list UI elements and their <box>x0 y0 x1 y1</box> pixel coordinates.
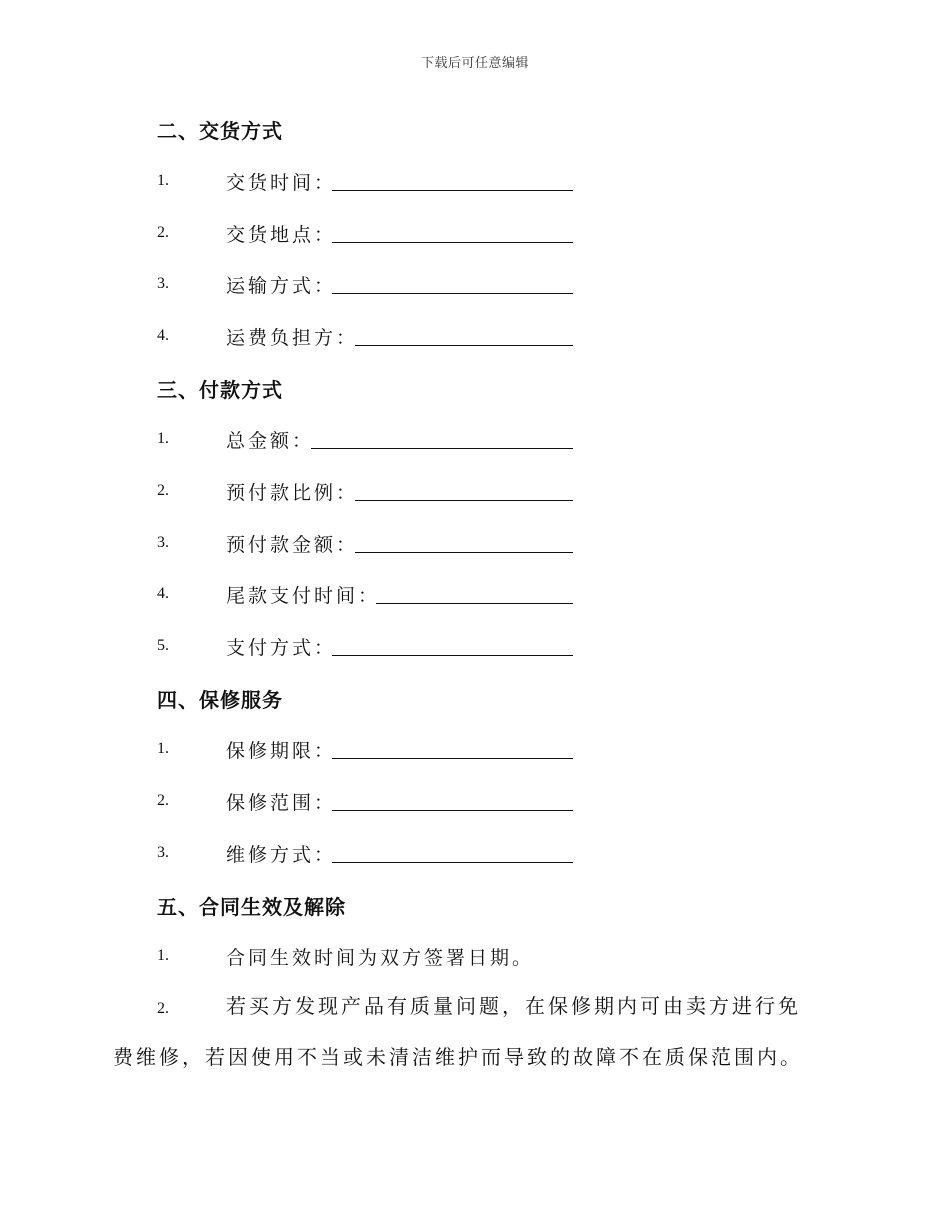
fill-blank-line[interactable] <box>332 655 573 656</box>
item-label: 运输方式： <box>226 275 337 297</box>
item-label: 保修期限： <box>226 740 337 762</box>
section-title-contract: 五、合同生效及解除 <box>157 895 346 919</box>
item-label: 总金额： <box>226 430 315 452</box>
item-label: 运费负担方： <box>226 327 359 349</box>
form-item <box>157 478 573 508</box>
item-number: 4. <box>157 327 169 344</box>
form-item <box>157 323 573 353</box>
form-item <box>157 736 573 766</box>
item-label: 维修方式： <box>226 844 337 866</box>
fill-blank-line[interactable] <box>311 448 573 449</box>
item-number: 3. <box>157 844 169 861</box>
item-label: 预付款比例： <box>226 482 359 504</box>
form-item <box>157 840 573 870</box>
paragraph-text: 若买方发现产品有质量问题，在保修期内可由卖方进行免费维修，若因使用不当或未清洁维护而导致的故障不在质保范围内。 <box>113 994 803 1069</box>
fill-blank-line[interactable] <box>355 500 573 501</box>
fill-blank-line[interactable] <box>332 293 573 294</box>
form-item <box>157 788 573 818</box>
item-number: 1. <box>157 430 169 447</box>
item-text: 合同生效时间为双方签署日期。 <box>226 947 535 969</box>
section-title-payment: 三、付款方式 <box>157 378 283 402</box>
page-header: 下载后可任意编辑 <box>420 56 529 71</box>
item-label: 交货时间： <box>226 172 337 194</box>
item-number: 5. <box>157 637 169 654</box>
section-title-delivery: 二、交货方式 <box>157 119 283 143</box>
item-number: 3. <box>157 534 169 551</box>
section-title-warranty: 四、保修服务 <box>157 688 283 712</box>
item-label: 支付方式： <box>226 637 337 659</box>
fill-blank-line[interactable] <box>332 810 573 811</box>
item-number: 3. <box>157 275 169 292</box>
clause-paragraph <box>113 982 813 1081</box>
form-item <box>157 426 573 456</box>
item-label: 保修范围： <box>226 792 337 814</box>
fill-blank-line[interactable] <box>332 758 573 759</box>
item-number: 1. <box>157 947 169 964</box>
item-label: 预付款金额： <box>226 534 359 556</box>
fill-blank-line[interactable] <box>376 603 573 604</box>
clause-item <box>157 943 757 973</box>
item-label: 交货地点： <box>226 224 337 246</box>
fill-blank-line[interactable] <box>332 190 573 191</box>
item-number: 4. <box>157 585 169 602</box>
form-item <box>157 220 573 250</box>
fill-blank-line[interactable] <box>332 242 573 243</box>
form-item <box>157 581 573 611</box>
paragraph-number: 2. <box>157 1000 169 1017</box>
item-label: 尾款支付时间： <box>226 585 381 607</box>
item-number: 2. <box>157 792 169 809</box>
fill-blank-line[interactable] <box>355 345 573 346</box>
fill-blank-line[interactable] <box>332 862 573 863</box>
item-number: 1. <box>157 740 169 757</box>
form-item <box>157 168 573 198</box>
item-number: 2. <box>157 224 169 241</box>
item-number: 1. <box>157 172 169 189</box>
item-number: 2. <box>157 482 169 499</box>
form-item <box>157 530 573 560</box>
fill-blank-line[interactable] <box>355 552 573 553</box>
form-item <box>157 633 573 663</box>
form-item <box>157 271 573 301</box>
